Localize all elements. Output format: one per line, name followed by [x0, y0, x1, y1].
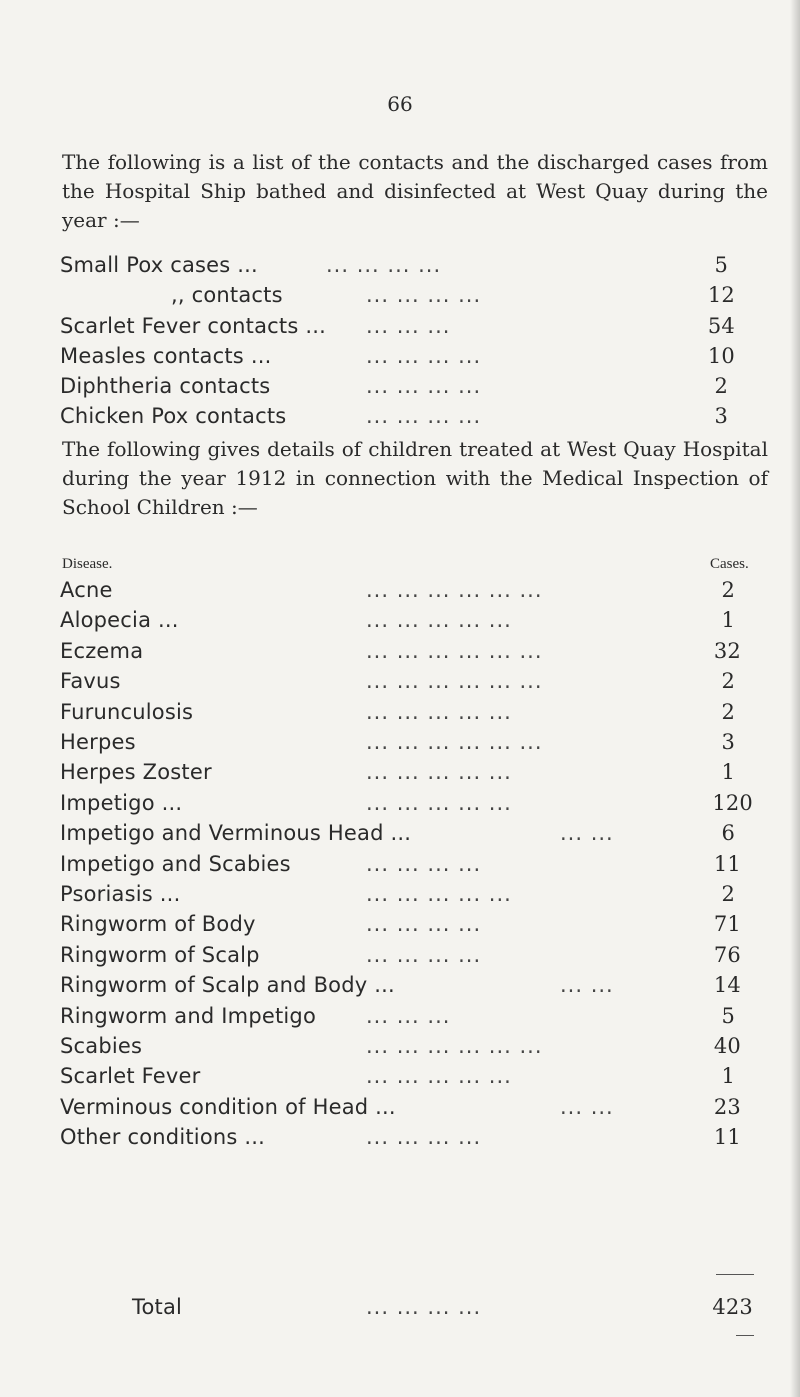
- page-edge-shadow: [790, 0, 800, 1397]
- item-value: 2: [714, 374, 728, 398]
- intro-paragraph: The following is a list of the contacts and the discharged cases from the Hospital Ship bathed and disinfected at West Quay during the year :—: [62, 150, 768, 232]
- case-count: 40: [713, 1034, 741, 1058]
- total-value: 423: [712, 1295, 753, 1319]
- bottom-divider: [736, 1335, 754, 1336]
- case-count: 2: [721, 699, 735, 724]
- item-label: Diphtheria contacts: [60, 374, 271, 398]
- leader-dots: ... ... ... ...: [326, 253, 442, 277]
- leader-dots: ... ... ... ... ...: [366, 760, 512, 785]
- leader-dots: ... ... ... ...: [366, 1125, 482, 1150]
- item-label: Small Pox cases ...: [60, 253, 258, 277]
- case-count: 2: [721, 578, 735, 602]
- item-value: 54: [707, 314, 735, 338]
- leader-dots: ... ... ... ... ...: [366, 790, 512, 815]
- disease-label: Furunculosis: [60, 699, 194, 724]
- table-row: [60, 608, 765, 638]
- table-row: [60, 791, 765, 821]
- table-row: [60, 669, 765, 699]
- leader-dots: ... ... ... ...: [366, 404, 482, 428]
- case-count: 1: [721, 760, 735, 785]
- table-row: [60, 1064, 765, 1094]
- leader-dots: ... ... ... ... ... ...: [366, 638, 543, 663]
- case-count: 76: [713, 942, 741, 967]
- leader-dots: ... ... ...: [366, 1003, 451, 1028]
- item-value: 12: [707, 283, 735, 307]
- table-row: [60, 1034, 765, 1064]
- disease-label: Acne: [60, 578, 113, 602]
- item-value: 5: [714, 253, 728, 277]
- disease-label: Eczema: [60, 638, 144, 663]
- disease-label: Scarlet Fever: [60, 1064, 201, 1089]
- leader-dots: ... ... ... ... ... ...: [366, 730, 543, 754]
- list-item: [60, 314, 765, 344]
- table-row: [60, 912, 765, 942]
- leader-dots: ... ... ... ... ...: [366, 1064, 512, 1089]
- leader-dots: ... ... ... ...: [366, 283, 482, 307]
- leader-dots: ... ... ...: [366, 314, 451, 338]
- disease-label: Other conditions ...: [60, 1125, 266, 1150]
- leader-dots: ... ... ... ... ... ...: [366, 1034, 543, 1058]
- leader-dots: ... ...: [560, 1094, 614, 1119]
- column-header-disease: Disease.: [62, 556, 113, 572]
- disease-label: Ringworm of Body: [60, 912, 256, 937]
- list-item: [60, 344, 765, 374]
- table-row: [60, 943, 765, 973]
- leader-dots: ... ... ... ... ... ...: [366, 669, 543, 694]
- case-count: 11: [713, 1125, 741, 1150]
- total-label: Total: [132, 1295, 183, 1319]
- item-value: 10: [707, 344, 735, 368]
- leader-dots: ... ... ... ... ... ...: [366, 578, 543, 602]
- disease-label: Ringworm of Scalp: [60, 942, 260, 967]
- list-item: [60, 374, 765, 404]
- table-row: [60, 578, 765, 608]
- disease-label: Ringworm and Impetigo: [60, 1003, 317, 1028]
- disease-label: Herpes Zoster: [60, 760, 212, 785]
- table-row: [60, 700, 765, 730]
- case-count: 14: [713, 973, 741, 998]
- disease-label: Verminous condition of Head ...: [60, 1094, 396, 1119]
- total-row: [60, 1295, 765, 1325]
- table-row: [60, 882, 765, 912]
- disease-label: Ringworm of Scalp and Body ...: [60, 973, 395, 998]
- case-count: 120: [712, 790, 753, 815]
- disease-label: Scabies: [60, 1034, 143, 1058]
- page-number: 66: [387, 92, 413, 116]
- column-header-cases: Cases.: [710, 556, 749, 572]
- case-count: 1: [721, 608, 735, 633]
- case-count: 2: [721, 669, 735, 694]
- item-label: Scarlet Fever contacts ...: [60, 314, 326, 338]
- item-value: 3: [714, 404, 728, 428]
- disease-label: Impetigo ...: [60, 790, 183, 815]
- disease-label: Favus: [60, 669, 121, 694]
- case-count: 23: [713, 1094, 741, 1119]
- leader-dots: ... ... ... ...: [366, 942, 482, 967]
- table-row: [60, 1004, 765, 1034]
- case-count: 32: [713, 638, 741, 663]
- case-count: 2: [721, 882, 735, 906]
- disease-label: Herpes: [60, 730, 136, 754]
- disease-label: Impetigo and Scabies: [60, 851, 291, 876]
- leader-dots: ... ... ... ...: [366, 851, 482, 876]
- list-item: [60, 253, 765, 283]
- case-count: 3: [721, 730, 735, 754]
- leader-dots: ... ... ... ... ...: [366, 608, 512, 633]
- leader-dots: ... ... ... ...: [366, 1295, 482, 1319]
- leader-dots: ... ...: [560, 821, 614, 846]
- leader-dots: ... ... ... ... ...: [366, 882, 512, 906]
- case-count: 5: [721, 1003, 735, 1028]
- item-label: Measles contacts ...: [60, 344, 272, 368]
- list-item: [60, 283, 765, 313]
- item-label: Chicken Pox contacts: [60, 404, 287, 428]
- disease-label: Alopecia ...: [60, 608, 179, 633]
- item-label: ,, contacts: [171, 283, 283, 307]
- leader-dots: ... ... ... ...: [366, 912, 482, 937]
- table-row: [60, 639, 765, 669]
- leader-dots: ... ...: [560, 973, 614, 998]
- case-count: 11: [713, 851, 741, 876]
- leader-dots: ... ... ... ...: [366, 344, 482, 368]
- case-count: 6: [721, 821, 735, 846]
- leader-dots: ... ... ... ... ...: [366, 699, 512, 724]
- table-row: [60, 973, 765, 1003]
- table-row: [60, 1095, 765, 1125]
- table-row: [60, 1125, 765, 1155]
- table-row: [60, 730, 765, 760]
- list-item: [60, 404, 765, 434]
- second-paragraph: The following gives details of children treated at West Quay Hospital during the year 1912 in connection with the Medical Inspection of School Children :—: [62, 437, 768, 519]
- table-row: [60, 760, 765, 790]
- leader-dots: ... ... ... ...: [366, 374, 482, 398]
- case-count: 71: [713, 912, 741, 937]
- disease-label: Impetigo and Verminous Head ...: [60, 821, 412, 846]
- table-row: [60, 852, 765, 882]
- disease-label: Psoriasis ...: [60, 882, 181, 906]
- total-divider: [716, 1274, 754, 1275]
- table-row: [60, 821, 765, 851]
- case-count: 1: [721, 1064, 735, 1089]
